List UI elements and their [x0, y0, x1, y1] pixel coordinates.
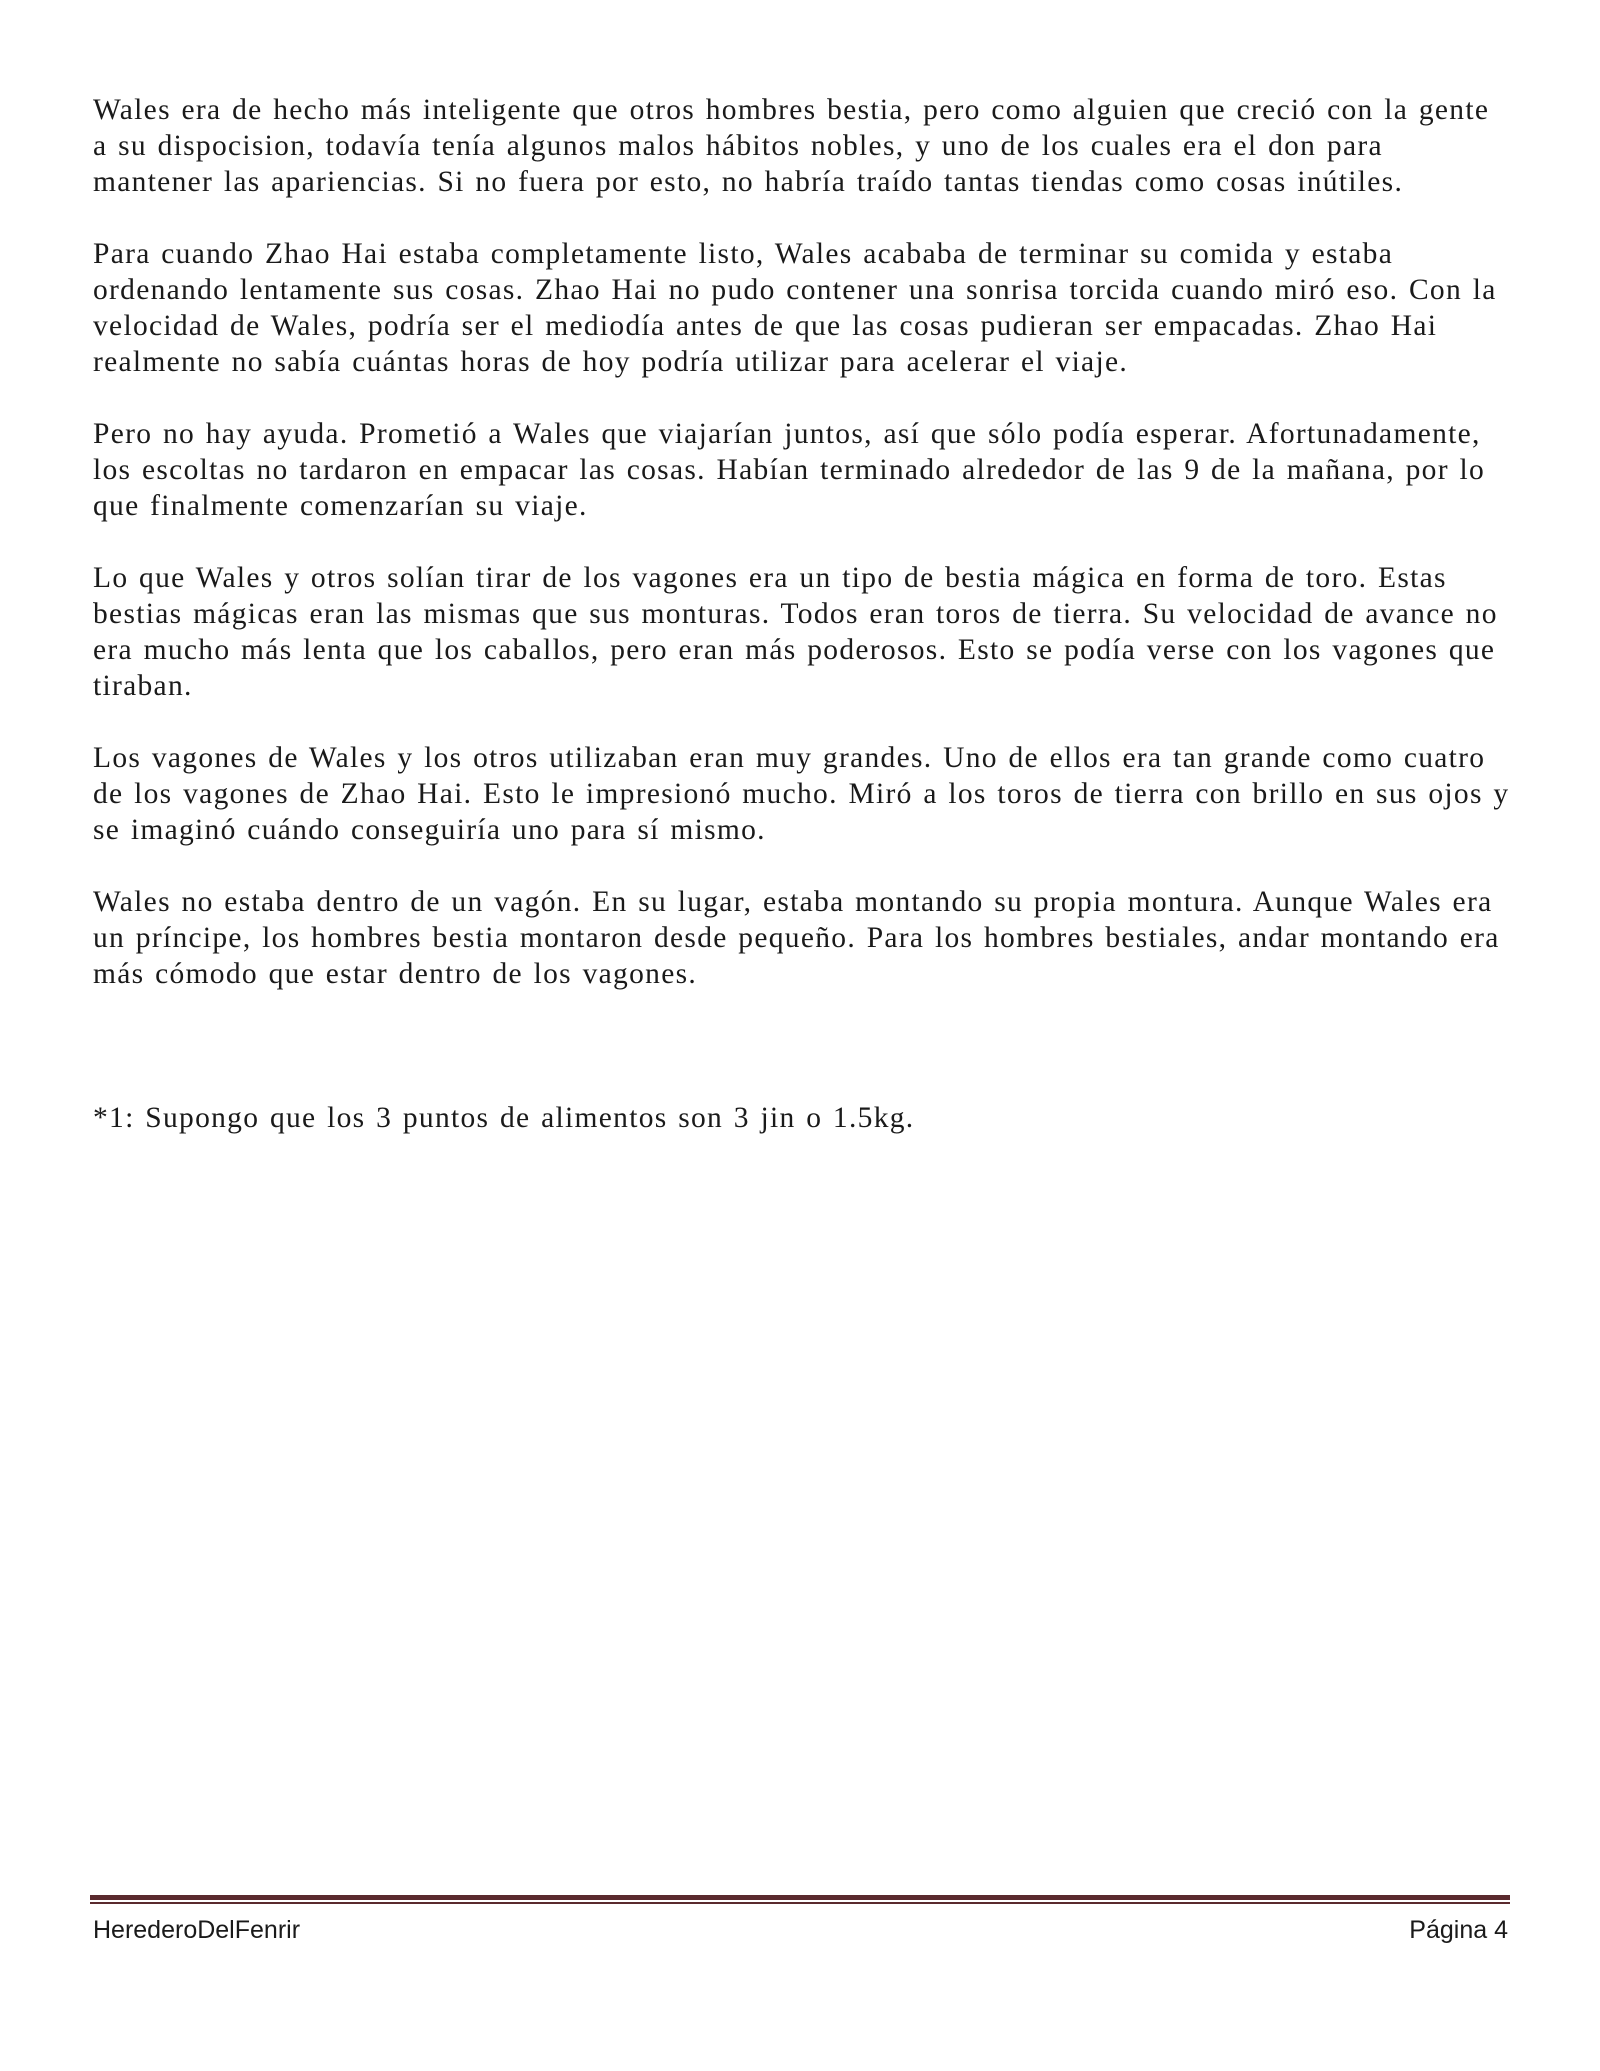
footnote: *1: Supongo que los 3 puntos de alimentos son 3 jin o 1.5kg.	[93, 1102, 915, 1134]
page-number: Página 4	[1409, 1916, 1508, 1944]
paragraph-2: Para cuando Zhao Hai estaba completamente listo, Wales acababa de terminar su comida y estaba ordenando lentamente sus cosas. Zhao Hai no pudo contener una sonrisa torcida cuando miró eso. Con la velocidad de Wales, podría ser el mediodía antes de que las cosas pudieran ser empacadas. Zhao Hai realmente no sabía cuántas horas de hoy podría utilizar para acelerar el viaje.	[93, 238, 1497, 378]
paragraph-1: Wales era de hecho más inteligente que otros hombres bestia, pero como alguien que creció con la gente a su dispocision, todavía tenía algunos malos hábitos nobles, y uno de los cuales era el don para mantener las apariencias. Si no fuera por esto, no habría traído tantas tiendas como cosas inútiles.	[93, 94, 1490, 198]
paragraph-5: Los vagones de Wales y los otros utilizaban eran muy grandes. Uno de ellos era tan grande como cuatro de los vagones de Zhao Hai. Esto le impresionó mucho. Miró a los toros de tierra con brillo en sus ojos y se imaginó cuándo conseguiría uno para sí mismo.	[93, 742, 1510, 846]
footer-author: HerederoDelFenrir	[93, 1916, 301, 1944]
paragraph-6: Wales no estaba dentro de un vagón. En su lugar, estaba montando su propia montura. Aunque Wales era un príncipe, los hombres bestia montaron desde pequeño. Para los hombres bestiales, andar montando era más cómodo que estar dentro de los vagones.	[93, 886, 1500, 990]
page-footer	[93, 1912, 1508, 1948]
paragraph-4: Lo que Wales y otros solían tirar de los vagones era un tipo de bestia mágica en forma de toro. Estas bestias mágicas eran las mismas que sus monturas. Todos eran toros de tierra. Su velocidad de avance no era mucho más lenta que los caballos, pero eran más poderosos. Esto se podía verse con los vagones que tiraban.	[93, 562, 1498, 702]
paragraph-3: Pero no hay ayuda. Prometió a Wales que viajarían juntos, así que sólo podía esperar. Afortunadamente, los escoltas no tardaron en empacar las cosas. Habían terminado alrededor de las 9 de la mañana, por lo que finalmente comenzarían su viaje.	[93, 418, 1486, 522]
body-text	[93, 92, 1513, 1172]
footer-rule	[90, 1895, 1510, 1905]
